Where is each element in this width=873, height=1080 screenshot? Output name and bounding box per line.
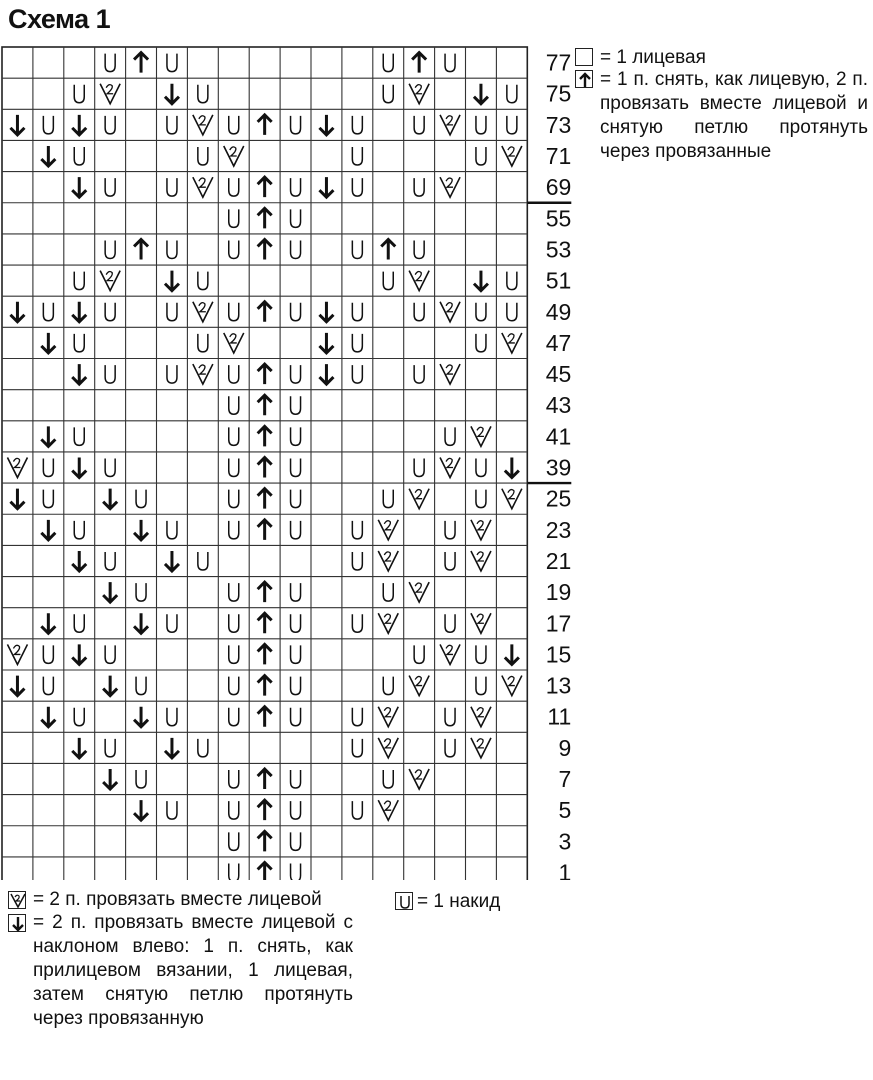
down-arrow-symbol [72, 364, 86, 384]
yarn-over-symbol [291, 490, 301, 508]
yarn-over-symbol [507, 272, 517, 290]
yarn-over-symbol [507, 303, 517, 321]
yarn-over-symbol [352, 334, 362, 352]
yarn-over-symbol [105, 645, 115, 663]
k2tog-symbol [440, 458, 460, 478]
yarn-over-symbol [291, 521, 301, 539]
up-arrow-symbol [258, 862, 272, 880]
k2tog-symbol [378, 738, 398, 758]
down-arrow-symbol [319, 302, 333, 322]
yarn-over-symbol [229, 645, 239, 663]
yarn-over-symbol [476, 303, 486, 321]
row-number: 11 [547, 703, 572, 730]
down-arrow-symbol [319, 364, 333, 384]
row-number: 77 [545, 49, 572, 76]
down-arrow-symbol [72, 644, 86, 664]
row-number: 5 [558, 797, 572, 824]
yarn-over-symbol [167, 178, 177, 196]
up-arrow-symbol [258, 582, 272, 602]
k2tog-symbol [502, 146, 522, 166]
k2tog-symbol [409, 271, 429, 291]
legend-k2tog: = 2 п. провязать вместе лицевой [33, 889, 322, 910]
yarn-over-symbol [352, 614, 362, 632]
yarn-over-symbol [291, 459, 301, 477]
yarn-over-symbol [476, 645, 486, 663]
down-arrow-symbol [41, 146, 55, 166]
yarn-over-symbol [105, 54, 115, 72]
down-arrow-symbol [165, 84, 179, 104]
yarn-over-symbol [414, 240, 424, 258]
row-number: 69 [545, 174, 572, 201]
k2tog-symbol [193, 302, 213, 322]
up-arrow-symbol [258, 239, 272, 259]
k2tog-symbol [409, 582, 429, 602]
up-arrow-symbol [258, 613, 272, 633]
up-arrow-symbol [258, 177, 272, 197]
k2tog-symbol [440, 364, 460, 384]
k2tog-symbol [440, 177, 460, 197]
yarn-over-symbol [383, 85, 393, 103]
down-arrow-symbol [474, 84, 488, 104]
down-arrow-symbol [72, 115, 86, 135]
yarn-over-symbol [198, 147, 208, 165]
k2tog-symbol [471, 738, 491, 758]
down-arrow-symbol [134, 520, 148, 540]
yarn-over-symbol [291, 677, 301, 695]
chart-symbols [7, 53, 521, 880]
down-arrow-symbol [10, 302, 24, 322]
yarn-over-symbol [414, 303, 424, 321]
down-arrow-symbol [165, 271, 179, 291]
row-number: 75 [545, 80, 572, 107]
down-arrow-symbol [72, 551, 86, 571]
k2tog-symbol [502, 333, 522, 353]
k2tog-symbol [471, 426, 491, 446]
yarn-over-symbol [105, 739, 115, 757]
down-arrow-symbol [10, 676, 24, 696]
up-arrow-symbol [258, 644, 272, 664]
yarn-over-symbol [198, 739, 208, 757]
yarn-over-symbol [445, 54, 455, 72]
yarn-over-symbol [229, 583, 239, 601]
yarn-over-symbol [414, 645, 424, 663]
yarn-over-symbol [414, 459, 424, 477]
yarn-over-symbol [43, 116, 53, 134]
down-arrow-symbol [165, 738, 179, 758]
yarn-over-symbol [74, 614, 84, 632]
yarn-over-symbol [136, 490, 146, 508]
down-arrow-symbol [103, 582, 117, 602]
yarn-over-symbol [476, 147, 486, 165]
yarn-over-symbol [291, 832, 301, 850]
yarn-over-symbol [291, 209, 301, 227]
yarn-over-symbol [291, 614, 301, 632]
row-number: 15 [545, 641, 572, 668]
yarn-over-symbol [43, 303, 53, 321]
k2tog-symbol [100, 271, 120, 291]
yarn-over-symbol [229, 365, 239, 383]
yarn-over-symbol [136, 677, 146, 695]
row-number: 55 [545, 205, 572, 232]
k2tog-symbol [471, 520, 491, 540]
row-number: 9 [558, 734, 572, 761]
yarn-over-symbol [352, 147, 362, 165]
down-arrow-symbol [319, 115, 333, 135]
down-arrow-symbol [72, 302, 86, 322]
k2tog-symbol [7, 458, 27, 478]
down-arrow-symbol [134, 613, 148, 633]
up-arrow-symbol [258, 426, 272, 446]
yarn-over-symbol [291, 801, 301, 819]
down-arrow-icon [8, 914, 26, 932]
yarn-over-symbol [229, 240, 239, 258]
yarn-over-symbol [167, 801, 177, 819]
up-arrow-symbol [258, 676, 272, 696]
down-arrow-symbol [41, 613, 55, 633]
yarn-over-symbol [291, 427, 301, 445]
yarn-over-symbol [43, 490, 53, 508]
row-number: 19 [545, 579, 572, 606]
yarn-over-symbol [445, 614, 455, 632]
yarn-over-symbol [167, 365, 177, 383]
yarn-over-symbol [105, 303, 115, 321]
down-arrow-symbol [505, 644, 519, 664]
yarn-over-symbol [229, 396, 239, 414]
yarn-over-symbol [507, 116, 517, 134]
yarn-over-symbol [445, 552, 455, 570]
down-arrow-symbol [505, 458, 519, 478]
yarn-over-symbol [43, 459, 53, 477]
yarn-over-symbol [352, 552, 362, 570]
yarn-over-symbol [229, 521, 239, 539]
down-arrow-symbol [134, 707, 148, 727]
yarn-over-symbol [229, 427, 239, 445]
down-arrow-symbol [10, 489, 24, 509]
yarn-over-symbol [74, 521, 84, 539]
legend-central-double-decrease: = 1 п. снять, как лицевую, 2 п. провязать вместе лицевой и снятую петлю протянуть через провязанные [600, 69, 868, 162]
down-arrow-symbol [41, 333, 55, 353]
k2tog-symbol [7, 644, 27, 664]
k2tog-symbol [378, 800, 398, 820]
yarn-over-symbol [198, 552, 208, 570]
row-number: 71 [545, 143, 572, 170]
yarn-over-symbol [229, 832, 239, 850]
yarn-over-symbol [167, 708, 177, 726]
up-arrow-symbol [258, 489, 272, 509]
yarn-over-symbol [43, 645, 53, 663]
row-number: 21 [545, 547, 572, 574]
yarn-over-symbol [291, 116, 301, 134]
yarn-over-symbol [229, 770, 239, 788]
yarn-over-symbol [414, 178, 424, 196]
up-arrow-symbol [258, 520, 272, 540]
down-arrow-symbol [41, 707, 55, 727]
yarn-over-symbol [167, 521, 177, 539]
down-arrow-symbol [72, 738, 86, 758]
yarn-over-symbol [291, 583, 301, 601]
down-arrow-symbol [134, 800, 148, 820]
row-number: 51 [545, 267, 572, 294]
k2tog-icon [8, 891, 26, 909]
yarn-over-symbol [352, 303, 362, 321]
yarn-over-symbol [105, 365, 115, 383]
up-arrow-symbol [412, 53, 426, 73]
k2tog-symbol [193, 115, 213, 135]
yarn-over-symbol [383, 54, 393, 72]
yarn-over-symbol [291, 708, 301, 726]
yarn-over-symbol [229, 677, 239, 695]
up-arrow-symbol [134, 239, 148, 259]
yarn-over-symbol [74, 85, 84, 103]
down-arrow-symbol [72, 177, 86, 197]
row-number: 3 [558, 828, 572, 855]
yarn-over-symbol [352, 240, 362, 258]
yarn-over-symbol [291, 365, 301, 383]
yarn-over-symbol [198, 272, 208, 290]
down-arrow-symbol [72, 458, 86, 478]
yarn-over-symbol [352, 521, 362, 539]
row-number: 41 [545, 423, 572, 450]
down-arrow-symbol [319, 177, 333, 197]
row-numbers [527, 50, 571, 880]
yarn-over-symbol [476, 677, 486, 695]
yarn-over-symbol [383, 677, 393, 695]
empty-square-icon [575, 48, 593, 66]
yarn-over-symbol [445, 739, 455, 757]
k2tog-symbol [224, 333, 244, 353]
down-arrow-symbol [41, 426, 55, 446]
row-number: 39 [545, 454, 572, 481]
row-number: 45 [545, 361, 572, 388]
yarn-over-symbol [445, 427, 455, 445]
yarn-over-symbol [105, 552, 115, 570]
k2tog-symbol [193, 364, 213, 384]
yarn-over-symbol [198, 334, 208, 352]
up-arrow-symbol [258, 302, 272, 322]
k2tog-symbol [409, 84, 429, 104]
yarn-over-symbol [476, 334, 486, 352]
legend-yarn-over: = 1 накид [417, 891, 501, 912]
yarn-over-symbol [43, 677, 53, 695]
yarn-over-symbol [74, 708, 84, 726]
down-arrow-symbol [103, 769, 117, 789]
k2tog-symbol [100, 84, 120, 104]
k2tog-symbol [378, 707, 398, 727]
yarn-over-symbol [74, 272, 84, 290]
yarn-over-symbol [383, 770, 393, 788]
yarn-over-symbol [105, 459, 115, 477]
up-arrow-icon [575, 70, 593, 88]
k2tog-symbol [409, 676, 429, 696]
yarn-over-symbol [136, 770, 146, 788]
yarn-over-symbol [167, 240, 177, 258]
k2tog-symbol [471, 551, 491, 571]
yarn-over-symbol [476, 459, 486, 477]
up-arrow-symbol [258, 707, 272, 727]
row-number: 1 [558, 859, 572, 880]
yarn-over-icon [395, 892, 413, 910]
down-arrow-symbol [41, 520, 55, 540]
up-arrow-symbol [258, 208, 272, 228]
k2tog-symbol [502, 676, 522, 696]
up-arrow-symbol [258, 831, 272, 851]
yarn-over-symbol [291, 178, 301, 196]
down-arrow-symbol [319, 333, 333, 353]
yarn-over-symbol [445, 521, 455, 539]
yarn-over-symbol [136, 583, 146, 601]
yarn-over-symbol [167, 116, 177, 134]
yarn-over-symbol [352, 801, 362, 819]
yarn-over-symbol [507, 85, 517, 103]
yarn-over-symbol [291, 863, 301, 880]
k2tog-symbol [378, 520, 398, 540]
legend-knit: = 1 лицевая [600, 47, 706, 68]
yarn-over-symbol [229, 178, 239, 196]
up-arrow-symbol [258, 364, 272, 384]
up-arrow-symbol [134, 53, 148, 73]
yarn-over-symbol [105, 178, 115, 196]
k2tog-symbol [440, 115, 460, 135]
down-arrow-symbol [103, 489, 117, 509]
down-arrow-symbol [10, 115, 24, 135]
row-number: 73 [545, 111, 572, 138]
yarn-over-symbol [167, 54, 177, 72]
yarn-over-symbol [383, 490, 393, 508]
chart-title: Схема 1 [8, 4, 111, 34]
yarn-over-symbol [383, 583, 393, 601]
k2tog-symbol [471, 707, 491, 727]
yarn-over-symbol [229, 209, 239, 227]
yarn-over-symbol [291, 396, 301, 414]
yarn-over-symbol [229, 303, 239, 321]
yarn-over-symbol [105, 240, 115, 258]
yarn-over-symbol [352, 739, 362, 757]
up-arrow-symbol [258, 769, 272, 789]
up-arrow-symbol [258, 395, 272, 415]
down-arrow-symbol [165, 551, 179, 571]
k2tog-symbol [378, 551, 398, 571]
k2tog-symbol [440, 644, 460, 664]
row-number: 13 [545, 672, 572, 699]
k2tog-symbol [224, 146, 244, 166]
k2tog-symbol [502, 489, 522, 509]
yarn-over-symbol [229, 863, 239, 880]
k2tog-symbol [440, 302, 460, 322]
legend-ssk: = 2 п. провязать вместе лицевой с наклоном влево: 1 п. снять, как прилицевом вязании, 1 лицевая, затем снятую петлю протянуть через провязанную [33, 912, 353, 1029]
yarn-over-symbol [352, 116, 362, 134]
yarn-over-symbol [105, 116, 115, 134]
row-number: 23 [545, 516, 572, 543]
yarn-over-symbol [74, 147, 84, 165]
yarn-over-symbol [383, 272, 393, 290]
row-number: 7 [558, 766, 572, 793]
yarn-over-symbol [229, 490, 239, 508]
k2tog-symbol [378, 613, 398, 633]
k2tog-symbol [409, 769, 429, 789]
yarn-over-symbol [74, 427, 84, 445]
k2tog-symbol [471, 613, 491, 633]
yarn-over-symbol [167, 303, 177, 321]
yarn-over-symbol [291, 240, 301, 258]
yarn-over-symbol [229, 459, 239, 477]
down-arrow-symbol [103, 676, 117, 696]
up-arrow-symbol [258, 458, 272, 478]
up-arrow-symbol [258, 115, 272, 135]
k2tog-symbol [193, 177, 213, 197]
up-arrow-symbol [381, 239, 395, 259]
row-number: 43 [545, 392, 572, 419]
up-arrow-symbol [258, 800, 272, 820]
yarn-over-symbol [291, 303, 301, 321]
yarn-over-symbol [352, 178, 362, 196]
yarn-over-symbol [476, 490, 486, 508]
yarn-over-symbol [352, 365, 362, 383]
row-number: 17 [545, 610, 572, 637]
yarn-over-symbol [167, 614, 177, 632]
row-number: 53 [545, 236, 572, 263]
yarn-over-symbol [291, 645, 301, 663]
yarn-over-symbol [229, 614, 239, 632]
yarn-over-symbol [445, 708, 455, 726]
yarn-over-symbol [229, 801, 239, 819]
yarn-over-symbol [291, 770, 301, 788]
yarn-over-symbol [414, 365, 424, 383]
yarn-over-symbol [229, 116, 239, 134]
yarn-over-symbol [74, 334, 84, 352]
yarn-over-symbol [198, 85, 208, 103]
yarn-over-symbol [229, 708, 239, 726]
yarn-over-symbol [414, 116, 424, 134]
row-number: 25 [545, 485, 572, 512]
row-number: 47 [545, 329, 572, 356]
row-number: 49 [545, 298, 572, 325]
yarn-over-symbol [352, 708, 362, 726]
down-arrow-symbol [474, 271, 488, 291]
yarn-over-symbol [476, 116, 486, 134]
k2tog-symbol [409, 489, 429, 509]
